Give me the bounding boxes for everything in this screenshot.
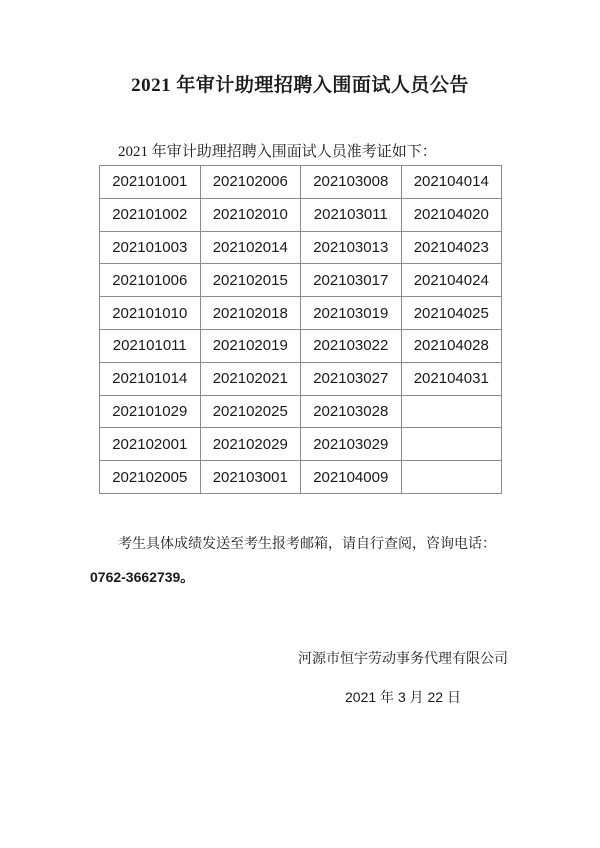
signature-block [298,650,508,707]
table-row [100,264,502,297]
ticket-cell: 202101006 [100,264,201,297]
ticket-cell: 202102005 [100,461,201,494]
ticket-cell-empty [401,428,502,461]
ticket-cell: 202103027 [301,362,402,395]
ticket-cell: 202104031 [401,362,502,395]
ticket-cell: 202104023 [401,231,502,264]
ticket-cell: 202102019 [200,329,301,362]
table-row [100,198,502,231]
note-text: 考生具体成绩发送至考生报考邮箱，请自行查阅，咨询电话： [118,537,496,552]
ticket-cell: 202104020 [401,198,502,231]
table-row [100,231,502,264]
contact-phone: 0762-3662739。 [90,569,195,585]
company-name: 河源市恒宇劳动事务代理有限公司 [298,652,508,667]
ticket-cell: 202104024 [401,264,502,297]
ticket-cell: 202102018 [200,297,301,330]
ticket-cell: 202104009 [301,461,402,494]
ticket-cell: 202104014 [401,166,502,199]
ticket-cell: 202103011 [301,198,402,231]
ticket-cell: 202102029 [200,428,301,461]
ticket-cell: 202104025 [401,297,502,330]
ticket-number-table [99,165,502,494]
ticket-cell: 202103013 [301,231,402,264]
ticket-cell: 202102001 [100,428,201,461]
ticket-cell: 202103029 [301,428,402,461]
table-row [100,362,502,395]
announcement-date: 2021 年 3 月 22 日 [345,689,461,705]
table-row [100,428,502,461]
ticket-cell: 202102025 [200,395,301,428]
ticket-cell: 202101003 [100,231,201,264]
ticket-cell: 202103019 [301,297,402,330]
page-title: 2021 年审计助理招聘入围面试人员公告 [131,75,469,96]
ticket-cell-empty [401,395,502,428]
ticket-cell: 202102014 [200,231,301,264]
ticket-cell: 202102006 [200,166,301,199]
ticket-cell: 202101002 [100,198,201,231]
ticket-cell: 202103008 [301,166,402,199]
ticket-cell: 202103001 [200,461,301,494]
ticket-cell: 202104028 [401,329,502,362]
table-row [100,395,502,428]
table-row [100,166,502,199]
ticket-cell: 202103017 [301,264,402,297]
ticket-cell-empty [401,461,502,494]
table-row [100,329,502,362]
table-row [100,297,502,330]
ticket-cell: 202103022 [301,329,402,362]
ticket-cell: 202101014 [100,362,201,395]
intro-paragraph: 2021 年审计助理招聘入围面试人员准考证如下： [118,144,437,160]
ticket-cell: 202101029 [100,395,201,428]
ticket-cell: 202102015 [200,264,301,297]
ticket-cell: 202102021 [200,362,301,395]
ticket-cell: 202101001 [100,166,201,199]
ticket-cell: 202101010 [100,297,201,330]
table-row [100,461,502,494]
ticket-cell: 202101011 [100,329,201,362]
note-paragraph [90,528,520,594]
ticket-cell: 202102010 [200,198,301,231]
ticket-cell: 202103028 [301,395,402,428]
ticket-table-body [100,166,502,494]
